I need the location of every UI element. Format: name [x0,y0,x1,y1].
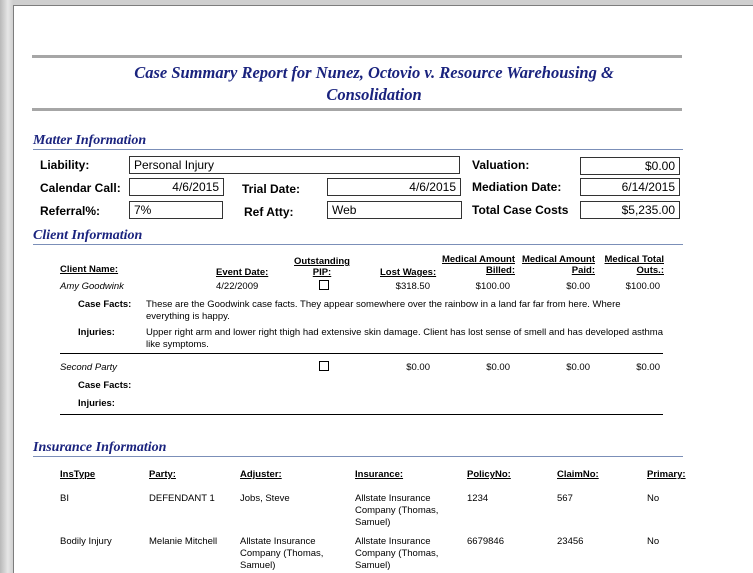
header-client-name: Client Name: [60,264,119,275]
header-ins-type: InsType [60,469,96,480]
ins-type: BI [60,493,69,504]
client-lost-wages: $0.00 [406,362,430,373]
client-med-outs: $100.00 [625,281,660,292]
case-facts-text: These are the Goodwink case facts. They appear somewhere over the rainbow in a land far far from here. Where everything is happy. [146,299,621,322]
valuation-field: $0.00 [580,157,680,175]
ins-adjuster: Allstate Insurance Company (Thomas, Samuel) [240,536,324,571]
header-outstanding-pip-line2: PIP: [312,267,332,278]
client-med-paid: $0.00 [566,281,590,292]
client-row-divider [60,414,663,415]
outstanding-pip-checkbox[interactable] [319,361,329,371]
calendar-call-label: Calendar Call: [40,181,121,195]
valuation-label: Valuation: [472,158,530,172]
ins-claim-no: 23456 [557,536,584,547]
ins-primary: No [647,493,660,504]
ref-atty-field: Web [327,201,462,219]
header-med-billed [430,254,515,276]
mediation-date-label: Mediation Date: [472,180,562,194]
header-event-date: Event Date: [216,267,269,278]
ins-policy-no: 6679846 [467,536,504,547]
ins-insurance: Allstate Insurance Company (Thomas, Samuel) [355,493,439,528]
ins-type: Bodily Injury [60,536,112,547]
total-case-costs-field: $5,235.00 [580,201,680,219]
liability-field: Personal Injury [129,156,460,174]
header-med-paid-line2: Paid: [571,265,595,276]
client-lost-wages: $318.50 [395,281,430,292]
header-med-outs [580,254,664,276]
client-name: Amy Goodwink [60,281,124,292]
ref-atty-label: Ref Atty: [244,205,294,219]
client-section-line [33,244,683,245]
outstanding-pip-checkbox[interactable] [319,280,329,290]
client-med-billed: $100.00 [475,281,510,292]
case-facts-label: Case Facts: [78,299,132,310]
client-med-paid: $0.00 [566,362,590,373]
ins-claim-no: 567 [557,493,573,504]
ins-party: DEFENDANT 1 [149,493,215,504]
injuries-label: Injuries: [78,398,115,409]
header-med-outs-line1: Medical Total [604,254,664,265]
header-outstanding-pip [286,256,358,278]
liability-label: Liability: [40,158,90,172]
header-outstanding-pip-line1: Outstanding [294,256,350,267]
header-med-paid-line1: Medical Amount [521,254,595,265]
header-med-billed-line2: Billed: [485,265,515,276]
calendar-call-field: 4/6/2015 [129,178,224,196]
header-med-outs-line2: Outs.: [636,265,664,276]
header-policy-no: PolicyNo: [467,469,511,480]
title-rule-top [32,55,682,58]
ins-party: Melanie Mitchell [149,536,218,547]
title-rule-bottom [32,108,682,111]
trial-date-label: Trial Date: [242,182,301,196]
header-med-billed-line1: Medical Amount [441,254,515,265]
report-title-line1: Case Summary Report for Nunez, Octovio v. Resource Warehousing & [134,63,614,82]
client-med-billed: $0.00 [486,362,510,373]
trial-date-field: 4/6/2015 [327,178,461,196]
ins-policy-no: 1234 [467,493,489,504]
insurance-section-title: Insurance Information [33,440,167,455]
client-row-divider [60,353,663,354]
header-adjuster: Adjuster: [240,469,282,480]
client-section-title: Client Information [33,228,143,243]
client-name: Second Party [60,362,118,373]
referral-label: Referral%: [40,204,101,218]
ins-insurance: Allstate Insurance Company (Thomas, Samuel) [355,536,439,571]
header-party: Party: [149,469,176,480]
referral-field: 7% [129,201,223,219]
injuries-text: Upper right arm and lower right thigh had extensive skin damage. Client has lost sense of smell and has developed asthma like symptoms. [146,327,663,350]
ins-primary: No [647,536,660,547]
report-title-line2: Consolidation [326,85,422,104]
matter-section-line [33,149,683,150]
client-med-outs: $0.00 [636,362,660,373]
header-primary: Primary: [647,469,686,480]
mediation-date-field: 6/14/2015 [580,178,680,196]
header-insurance: Insurance: [355,469,404,480]
header-lost-wages: Lost Wages: [380,267,437,278]
injuries-label: Injuries: [78,327,115,338]
ins-adjuster: Jobs, Steve [240,493,290,504]
report-page[interactable] [13,5,753,573]
total-case-costs-label: Total Case Costs [472,203,569,217]
insurance-section-line [33,456,683,457]
matter-section-title: Matter Information [33,133,147,148]
case-facts-label: Case Facts: [78,380,132,391]
client-event-date: 4/22/2009 [216,281,259,292]
header-claim-no: ClaimNo: [557,469,599,480]
